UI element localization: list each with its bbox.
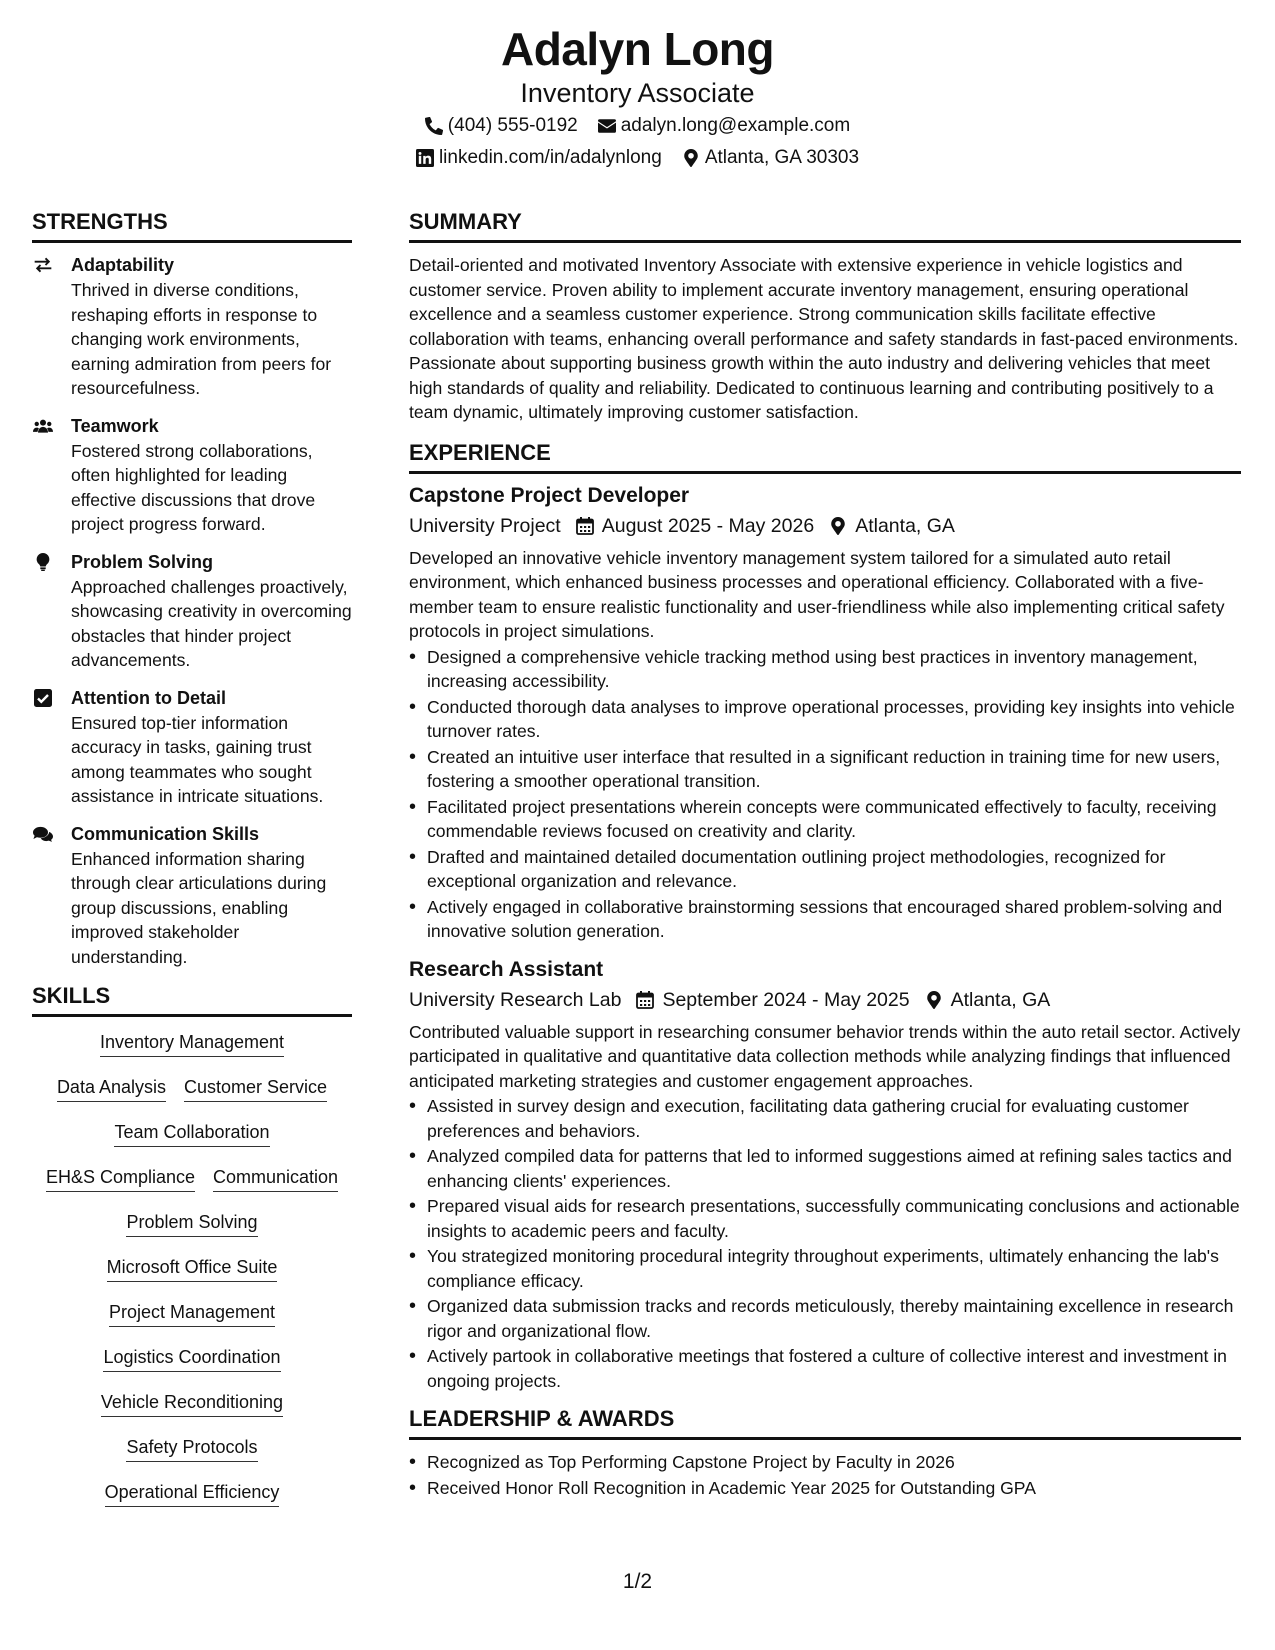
skill-tag: Inventory Management [100, 1029, 284, 1057]
skill-row [32, 1119, 352, 1164]
job-org-text: University Research Lab [409, 988, 622, 1011]
job-title: Research Assistant [409, 957, 604, 981]
skill-tag: Problem Solving [126, 1209, 257, 1237]
skills-list [32, 1029, 352, 1524]
experience-heading: EXPERIENCE [409, 439, 1241, 474]
bullet-item: • Actively engaged in collaborative brainstorming sessions that encouraged shared problem-solving and innovative solution generation. [409, 895, 1241, 944]
bullet-item: • You strategized monitoring procedural integrity throughout experiments, ultimately enhancing the lab's compliance efficacy. [409, 1244, 1241, 1293]
candidate-role: Inventory Associate [520, 78, 755, 108]
skill-tag: EH&S Compliance [46, 1164, 195, 1192]
leadership-heading: LEADERSHIP & AWARDS [409, 1405, 1241, 1440]
skill-row [32, 1164, 352, 1209]
job-dates-text: September 2024 - May 2025 [662, 988, 910, 1011]
linkedin-text: linkedin.com/in/adalynlong [438, 147, 662, 168]
email-text: adalyn.long@example.com [620, 115, 851, 136]
skill-row [32, 1344, 352, 1389]
contact-email[interactable] [598, 110, 850, 142]
contact-phone [425, 110, 578, 142]
skill-tag: Project Management [109, 1299, 275, 1327]
contact-location [682, 142, 859, 174]
job-org [409, 984, 621, 1016]
job-entry [409, 956, 1241, 1394]
job-location [829, 510, 955, 542]
strength-desc: Fostered strong collaborations, often highlighted for leading effective discussions that drove project progress forward. [71, 440, 316, 534]
strength-title: Problem Solving [71, 551, 214, 572]
job-bullets [409, 1094, 1241, 1393]
skill-row [32, 1209, 352, 1254]
bullet-item: • Designed a comprehensive vehicle tracking method using best practices in inventory management, increasing accessibility. [409, 645, 1241, 694]
skill-row [32, 1434, 352, 1479]
page-number: 1/2 [622, 1570, 653, 1593]
skills-heading: SKILLS [32, 982, 352, 1017]
job-dates [636, 984, 909, 1016]
comments-icon [32, 824, 54, 844]
strength-desc: Thrived in diverse conditions, reshaping efforts in response to changing work environments, earning admiration from peers for resourcefulness. [71, 280, 332, 398]
job-location [925, 984, 1051, 1016]
job-description: Contributed valuable support in researching consumer behavior trends within the auto retail sector. Actively participated in qualitative and quantitative data collection methods while analyzing findings that influenced anticipated marketing strategies and customer engagement approaches. [409, 1021, 1241, 1091]
bullet-item: • Organized data submission tracks and records meticulously, thereby maintaining excellence in research rigor and organizational flow. [409, 1294, 1241, 1343]
bullet-item: • Analyzed compiled data for patterns that led to informed suggestions aimed at refining sales tactics and enhancing clients' experiences. [409, 1144, 1241, 1193]
summary-heading: SUMMARY [409, 208, 1241, 243]
skill-tag: Communication [213, 1164, 338, 1192]
strength-title: Communication Skills [71, 823, 260, 844]
strength-item [32, 822, 352, 970]
summary-text: Detail-oriented and motivated Inventory Associate with extensive experience in vehicle logistics and customer service. Proven ability to implement accurate inventory management, ensuring operational excellence and a seamless customer experience. Strong communication skills facilitate effective collaboration with teams, enhancing overall performance and safety standards in fast-paced environments. Passionate about supporting business growth within the auto industry and delivering vehicles that meet high standards of quality and reliability. Dedicated to continuous learning and contributing positively to a team dynamic, ultimately improving customer satisfaction. [409, 255, 1239, 422]
award-item: • Received Honor Roll Recognition in Academic Year 2025 for Outstanding GPA [409, 1476, 1241, 1501]
bullet-item: • Actively partook in collaborative meetings that fostered a culture of collective interest and investment in ongoing projects. [409, 1344, 1241, 1393]
bullet-item: • Prepared visual aids for research presentations, successfully communicating conclusions and actionable insights to academic peers and faculty. [409, 1194, 1241, 1243]
job-description: Developed an innovative vehicle inventory management system tailored for a simulated auto retail environment, which enhanced business processes and operational efficiency. Collaborated with a five-member team to ensure realistic functionality and user-friendliness while also implementing critical safety protocols in project simulations. [409, 547, 1225, 641]
skill-row [32, 1074, 352, 1119]
strength-item [32, 253, 352, 401]
skill-tag: Logistics Coordination [103, 1344, 280, 1372]
users-icon [32, 416, 54, 436]
arrows-exchange-icon [32, 255, 54, 275]
lightbulb-icon [32, 552, 54, 572]
job-meta [409, 510, 1241, 542]
job-location-text: Atlanta, GA [950, 988, 1051, 1011]
strengths-heading: STRENGTHS [32, 208, 352, 243]
map-pin-icon [925, 991, 943, 1009]
calendar-icon [636, 991, 654, 1009]
job-entry [409, 482, 1241, 944]
award-item: • Recognized as Top Performing Capstone Project by Faculty in 2026 [409, 1450, 1241, 1475]
strength-desc: Enhanced information sharing through clear articulations during group discussions, enabling improved stakeholder understanding. [71, 848, 327, 967]
strength-item [32, 686, 352, 809]
job-org-text: University Project [409, 514, 561, 537]
skill-tag: Vehicle Reconditioning [101, 1389, 283, 1417]
skill-row [32, 1254, 352, 1299]
resume-header [0, 22, 1275, 174]
skill-row [32, 1479, 352, 1524]
checkbox-icon [32, 688, 54, 708]
skill-tag: Team Collaboration [114, 1119, 269, 1147]
strength-title: Teamwork [71, 415, 159, 436]
contact-linkedin[interactable] [416, 142, 662, 174]
strength-item [32, 550, 352, 673]
job-title: Capstone Project Developer [409, 483, 690, 507]
bullet-item: • Assisted in survey design and execution, facilitating data gathering crucial for evaluating customer preferences and behaviors. [409, 1094, 1241, 1143]
calendar-icon [576, 517, 594, 535]
strength-desc: Approached challenges proactively, showcasing creativity in overcoming obstacles that hinder project advancements. [71, 576, 352, 670]
bullet-item: • Drafted and maintained detailed documentation outlining project methodologies, recognized for exceptional organization and relevance. [409, 845, 1241, 894]
linkedin-icon [416, 149, 434, 167]
job-meta [409, 984, 1241, 1016]
map-pin-icon [682, 149, 700, 167]
strength-title: Attention to Detail [71, 687, 226, 708]
bullet-item: • Facilitated project presentations wherein concepts were communicated effectively to faculty, receiving commendable reviews focused on creativity and clarity. [409, 795, 1241, 844]
skill-row [32, 1029, 352, 1074]
skill-row [32, 1389, 352, 1434]
skill-tag: Data Analysis [57, 1074, 166, 1102]
strength-item [32, 414, 352, 537]
skill-tag: Customer Service [184, 1074, 327, 1102]
leadership-list [409, 1450, 1241, 1500]
bullet-item: • Conducted thorough data analyses to improve operational processes, providing key insights into vehicle turnover rates. [409, 695, 1241, 744]
skill-row [32, 1299, 352, 1344]
skill-tag: Microsoft Office Suite [107, 1254, 278, 1282]
job-org [409, 510, 561, 542]
job-location-text: Atlanta, GA [855, 514, 955, 537]
job-dates-text: August 2025 - May 2026 [601, 514, 815, 537]
envelope-icon [598, 117, 616, 135]
contact-row-1 [0, 110, 1275, 142]
phone-text: (404) 555-0192 [447, 115, 578, 136]
map-pin-icon [829, 517, 847, 535]
skill-tag: Operational Efficiency [105, 1479, 280, 1507]
strength-desc: Ensured top-tier information accuracy in tasks, gaining trust among teammates who sought assistance in intricate situations. [71, 712, 324, 806]
phone-icon [425, 117, 443, 135]
contact-row-2 [0, 142, 1275, 174]
skill-tag: Safety Protocols [126, 1434, 257, 1462]
strength-title: Adaptability [71, 255, 175, 275]
job-dates [576, 510, 814, 542]
candidate-name: Adalyn Long [500, 23, 775, 75]
location-text: Atlanta, GA 30303 [704, 147, 860, 168]
left-column [32, 208, 352, 1524]
job-bullets [409, 645, 1241, 944]
bullet-item: • Created an intuitive user interface that resulted in a significant reduction in training time for new users, fostering a smoother operational transition. [409, 745, 1241, 794]
right-column [409, 208, 1241, 1501]
